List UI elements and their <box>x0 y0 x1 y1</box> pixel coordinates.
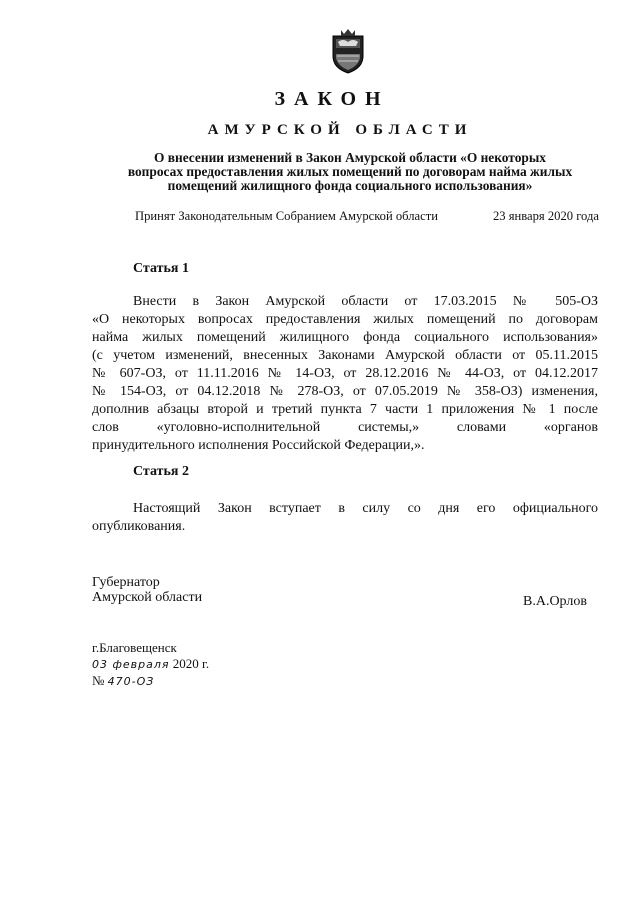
article-2-text <box>92 500 598 536</box>
paragraph-line: дополнив абзацы второй и третий пункта 7 части 1 приложения № 1 после <box>92 402 598 417</box>
paragraph-line: опубликования. <box>92 519 186 534</box>
adoption-note <box>135 209 599 224</box>
amur-coat-of-arms-icon <box>328 28 368 74</box>
paragraph-line: «О некоторых вопросах предоставления жилых помещений по договорам <box>92 312 598 327</box>
document-number <box>92 673 209 690</box>
paragraph-line: слов «уголовно-исполнительной системы,» словами «органов <box>92 420 598 435</box>
adoption-text: Принят Законодательным Собранием Амурской области <box>135 209 438 223</box>
article-2-heading: Статья 2 <box>133 464 189 479</box>
paragraph-line: № 154-ОЗ, от 04.12.2018 № 278-ОЗ, от 07.05.2019 № 358-ОЗ) изменения, <box>92 384 598 399</box>
document-subtitle: АМУРСКОЙ ОБЛАСТИ <box>207 122 473 138</box>
signatory-name: В.А.Орлов <box>523 594 587 609</box>
adoption-date: 23 января 2020 года <box>492 209 599 223</box>
law-subject <box>96 151 604 193</box>
paragraph-line: найма жилых помещений жилищного фонда социального использования» <box>92 330 598 345</box>
document-title: ЗАКОН <box>274 88 390 110</box>
paragraph-line: (с учетом изменений, внесенных Законами Амурской области от 05.11.2015 <box>92 348 598 363</box>
signatory-position <box>92 575 202 605</box>
signatory-position-line: Амурской области <box>92 590 203 605</box>
paragraph-line: Настоящий Закон вступает в силу со дня его официального <box>133 501 598 516</box>
paragraph-line: № 607-ОЗ, от 11.11.2016 № 14-ОЗ, от 28.12.2016 № 44-ОЗ, от 04.12.2017 <box>92 366 598 381</box>
article-1-text <box>92 293 598 455</box>
document-footer <box>92 640 209 690</box>
handwritten-date: 03 февраля <box>92 658 170 671</box>
subject-line: О внесении изменений в Закон Амурской области «О некоторых <box>153 150 546 165</box>
number-prefix: № <box>92 673 105 688</box>
subject-line: вопросах предоставления жилых помещений по договорам найма жилых <box>127 164 573 179</box>
paragraph-line: принудительного исполнения Российской Федерации,». <box>92 438 425 453</box>
city-name: г.Благовещенск <box>92 640 177 655</box>
document-date <box>92 656 209 673</box>
handwritten-number: 470-ОЗ <box>107 675 155 688</box>
signatory-position-line: Губернатор <box>92 575 160 590</box>
article-1-heading: Статья 1 <box>133 261 189 276</box>
subject-line: помещений жилищного фонда социального использования» <box>167 178 533 193</box>
date-year: 2020 г. <box>172 656 210 671</box>
paragraph-line: Внести в Закон Амурской области от 17.03.2015 № 505-ОЗ <box>133 294 598 309</box>
